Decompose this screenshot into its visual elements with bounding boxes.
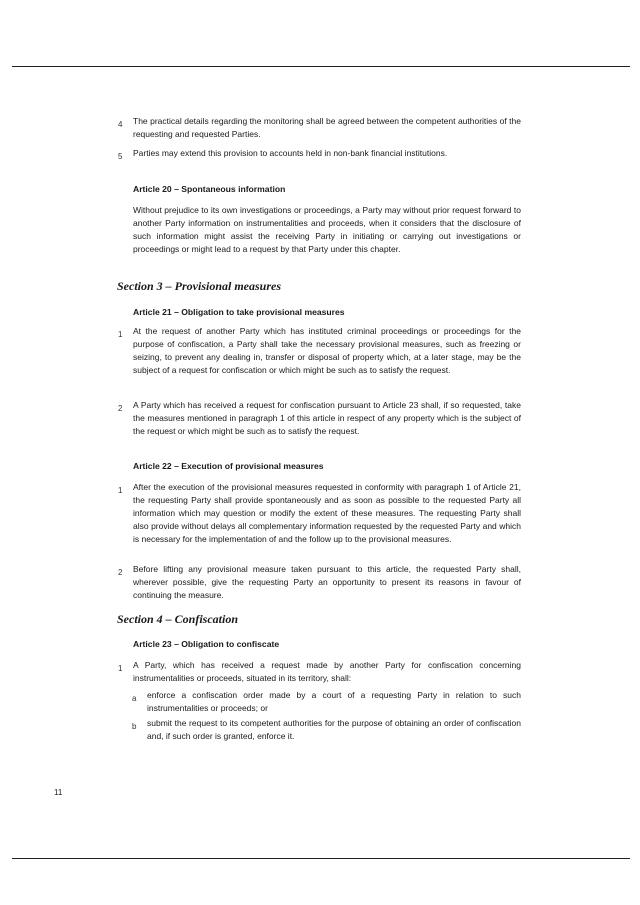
section-4-label: Section 4 – bbox=[117, 612, 175, 626]
paragraph-text: The practical details regarding the monitoring shall be agreed between the competent authorities of the requesting and requested Parties. bbox=[133, 116, 521, 139]
article-23-item-b: submit the request to its competent authorities for the purpose of obtaining an order of confiscation and, if such order is granted, enforce it. bbox=[147, 718, 521, 741]
bottom-rule bbox=[12, 858, 630, 859]
article-21-paragraph-2: A Party which has received a request for confiscation pursuant to Article 23 shall, if so requested, take the measures mentioned in paragraph 1 of this article in respect of any property which is the subject of the request or which might be such as to satisfy the request. bbox=[133, 400, 521, 436]
section-4-title: Confiscation bbox=[174, 612, 239, 626]
paragraph-text: Parties may extend this provision to accounts held in non-bank financial institutions. bbox=[133, 148, 448, 158]
section-3-title: Provisional measures bbox=[174, 279, 282, 293]
section-3-heading bbox=[117, 279, 281, 294]
page-number: 11 bbox=[54, 788, 63, 797]
section-4-heading bbox=[117, 612, 238, 627]
top-rule bbox=[12, 66, 630, 67]
list-item-marker: a bbox=[132, 694, 137, 703]
article-22-paragraph-1: After the execution of the provisional measures requested in conformity with paragraph 1 of Article 21, the requesting Party shall provide spontaneously and as soon as possible to the requested Party all information which may question or modify the extent of these measures. The requesting Party shall also provide without delays all complementary information requested by the requested Party and which is necessary for the implementation of and the follow up to the provisional measures. bbox=[133, 482, 521, 544]
article-23-paragraph-1: A Party, which has received a request made by another Party for confiscation concerning instrumentalities or proceeds, situated in its territory, shall: bbox=[133, 660, 521, 683]
paragraph-number: 1 bbox=[118, 330, 123, 339]
paragraph-number: 2 bbox=[118, 404, 123, 413]
article-21-heading: Article 21 – Obligation to take provisional measures bbox=[133, 307, 345, 317]
paragraph-number: 4 bbox=[118, 120, 123, 129]
article-20-text: Without prejudice to its own investigations or proceedings, a Party may without prior request forward to another Party information on instrumentalities and proceeds, when it considers that the disclosure of such information might assist the receiving Party in initiating or carrying out investigations or proceedings or might lead to a request by that Party under this chapter. bbox=[133, 205, 521, 254]
paragraph-number: 2 bbox=[118, 568, 123, 577]
paragraph-number: 1 bbox=[118, 486, 123, 495]
paragraph-number: 1 bbox=[118, 664, 123, 673]
article-21-paragraph-1: At the request of another Party which has instituted criminal proceedings or proceedings for the purpose of confiscation, a Party shall take the necessary provisional measures, such as freezing or seizing, to prevent any dealing in, transfer or disposal of property which, at a later stage, may be the subject of a request for confiscation or which might be such as to satisfy the request. bbox=[133, 326, 521, 375]
article-22-paragraph-2: Before lifting any provisional measure taken pursuant to this article, the requested Party shall, wherever possible, give the requesting Party an opportunity to present its reasons in favour of continuing the measure. bbox=[133, 564, 521, 600]
article-22-heading: Article 22 – Execution of provisional measures bbox=[133, 461, 324, 471]
list-item-marker: b bbox=[132, 722, 137, 731]
article-23-heading: Article 23 – Obligation to confiscate bbox=[133, 639, 280, 649]
paragraph-number: 5 bbox=[118, 152, 123, 161]
article-23-item-a: enforce a confiscation order made by a court of a requesting Party in relation to such instrumentalities or proceeds; or bbox=[147, 690, 521, 713]
article-20-heading: Article 20 – Spontaneous information bbox=[133, 184, 286, 194]
section-3-label: Section 3 – bbox=[117, 279, 175, 293]
